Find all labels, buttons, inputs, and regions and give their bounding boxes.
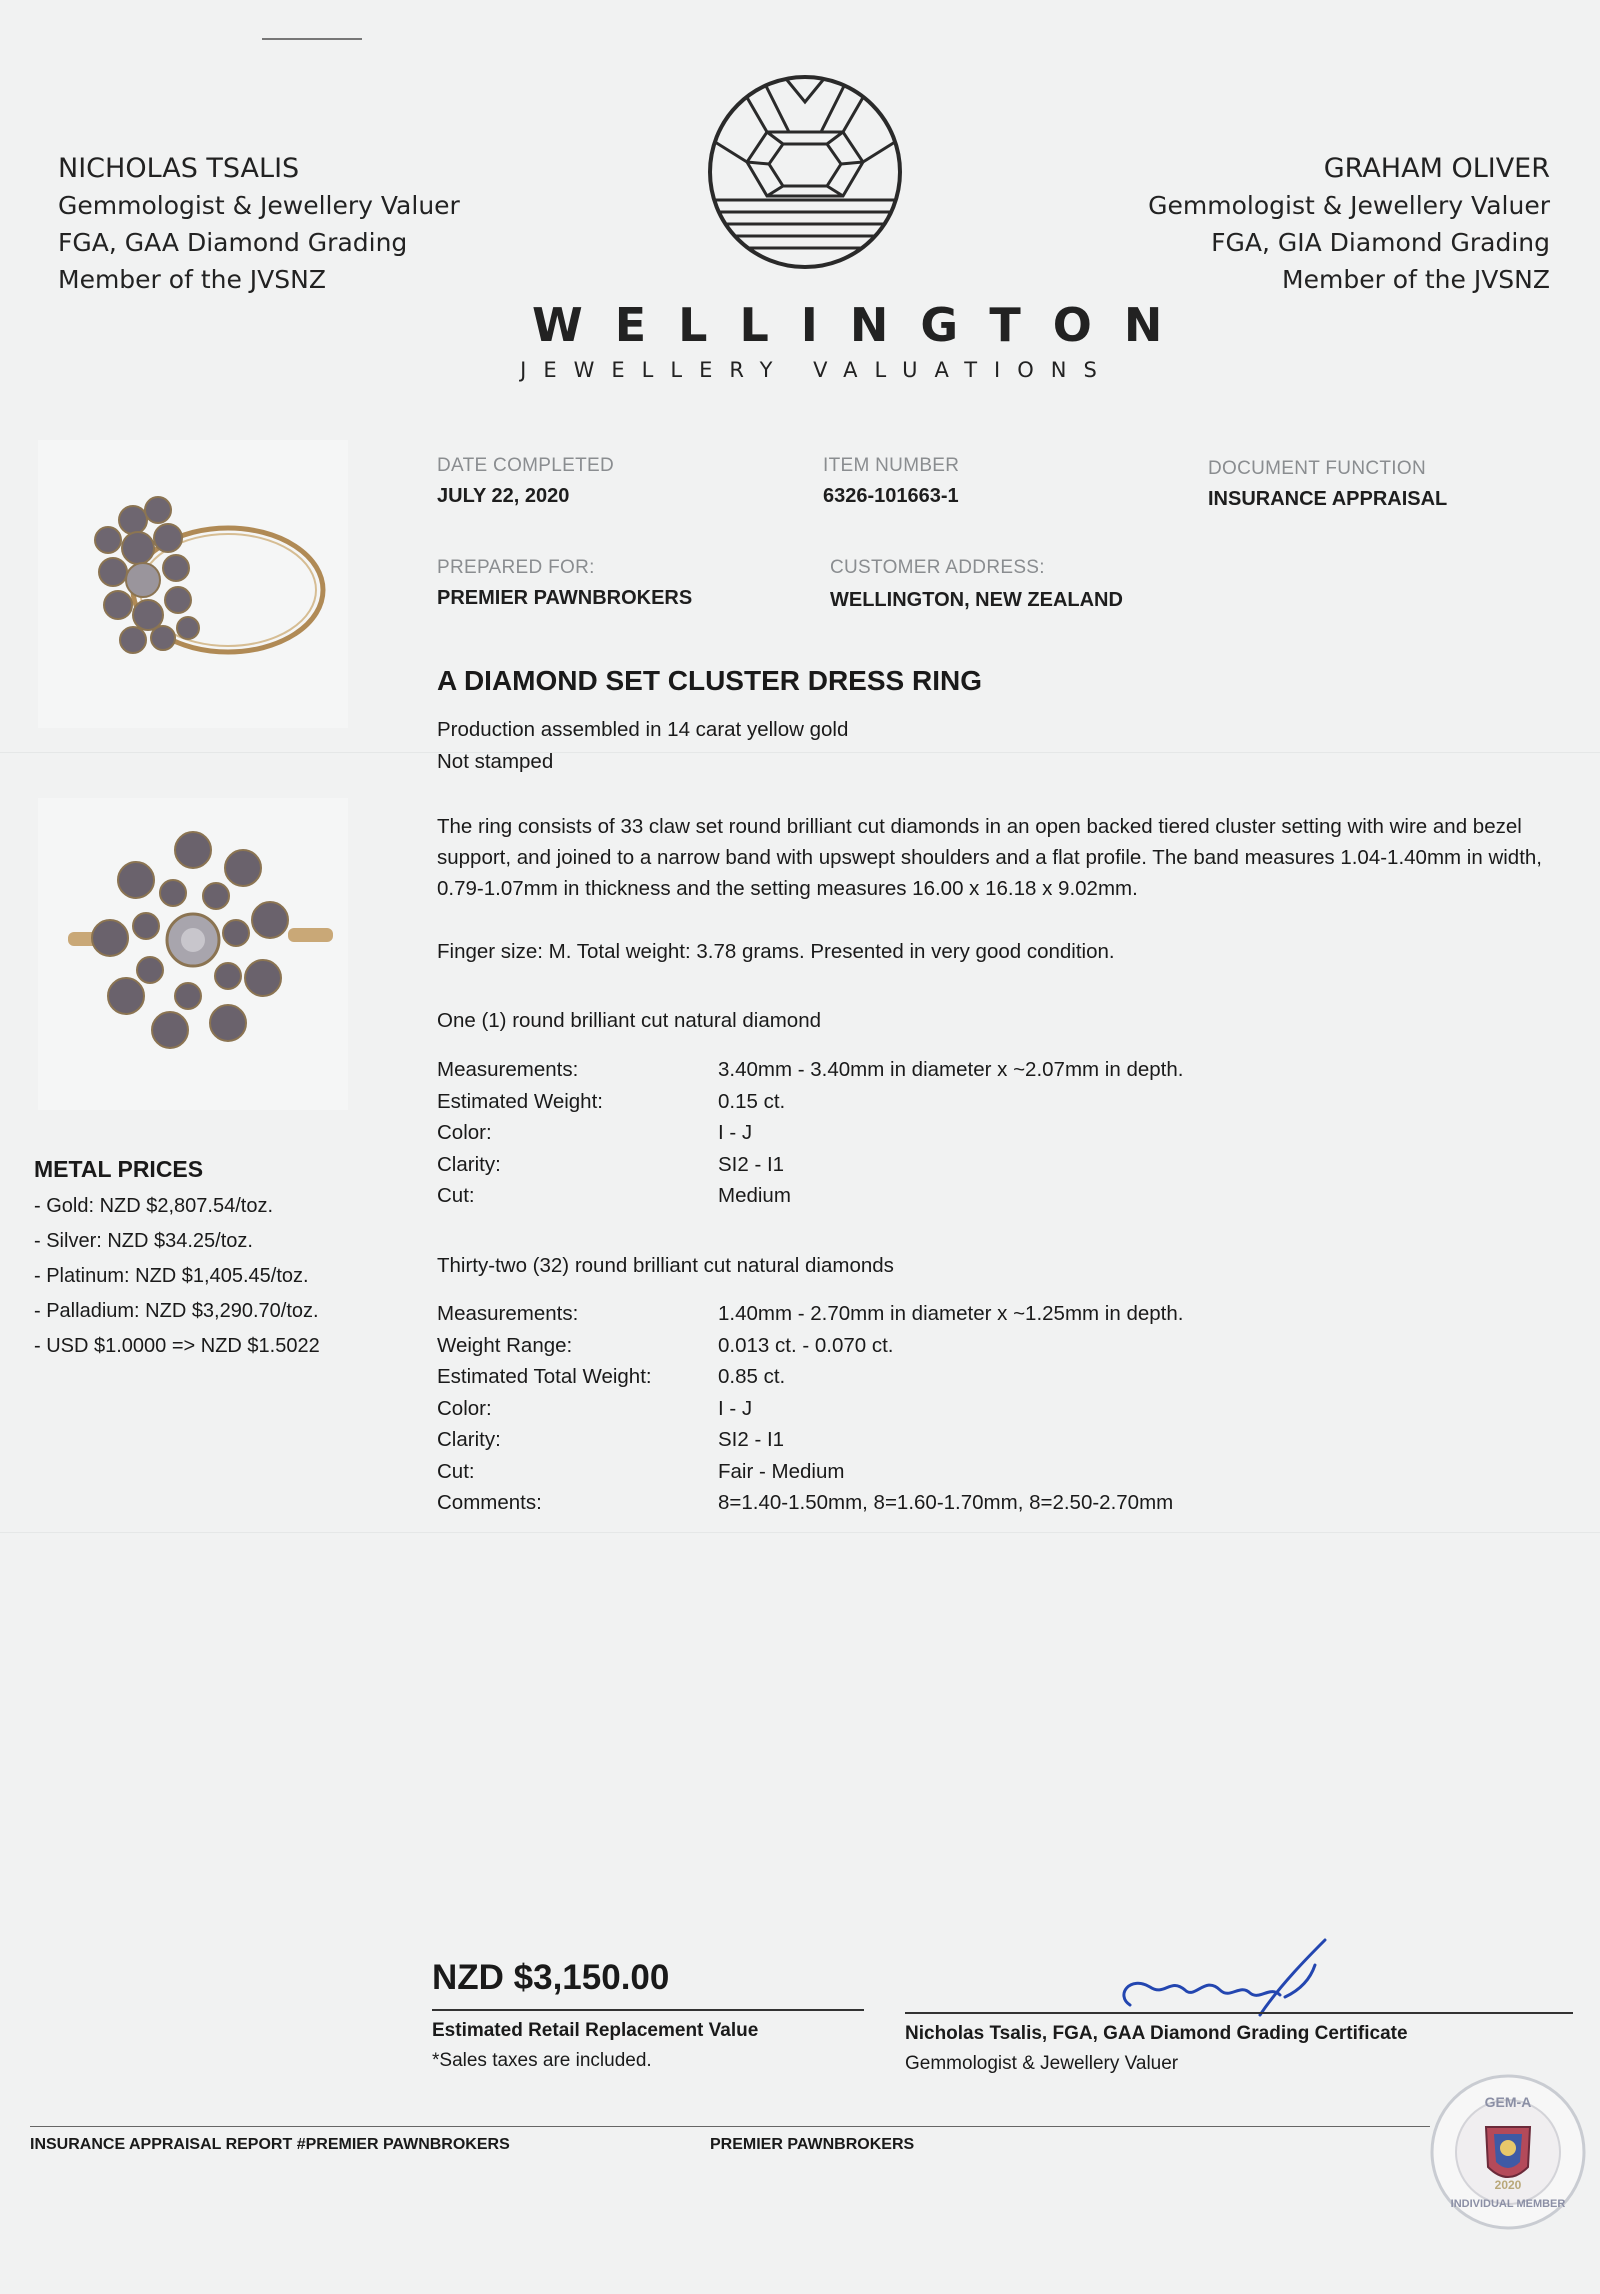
metal-price-gold: - Gold: NZD $2,807.54/toz. xyxy=(34,1195,274,1217)
item-number-value: 6326-101663-1 xyxy=(823,485,959,507)
left-valuer-title: Gemmologist & Jewellery Valuer xyxy=(58,191,460,220)
signature-rule xyxy=(905,2012,1573,2014)
metal-price-silver: - Silver: NZD $34.25/toz. xyxy=(34,1230,253,1252)
right-valuer-qualification: FGA, GIA Diamond Grading xyxy=(1211,228,1550,257)
right-valuer-block xyxy=(1148,150,1550,298)
spec-row: Color: I - J xyxy=(437,1121,753,1144)
stamp-text: Not stamped xyxy=(437,750,554,773)
spec-row: Weight Range: 0.013 ct. - 0.070 ct. xyxy=(437,1333,894,1357)
footer-rule xyxy=(30,2126,1430,2127)
right-valuer-title: Gemmologist & Jewellery Valuer xyxy=(1148,191,1550,220)
side-stones-specs xyxy=(437,1298,1183,1519)
sales-tax-note: *Sales taxes are included. xyxy=(432,2050,652,2071)
price-rule xyxy=(432,2009,864,2011)
spec-row: Comments: 8=1.40-1.50mm, 8=1.60-1.70mm, 8=2.50-2.70mm xyxy=(437,1491,1174,1514)
production-text: Production assembled in 14 carat yellow gold xyxy=(437,718,849,741)
metal-prices-title: METAL PRICES xyxy=(34,1156,204,1182)
date-value: JULY 22, 2020 xyxy=(437,485,570,507)
document-function-value: INSURANCE APPRAISAL xyxy=(1208,488,1448,510)
prepared-for-value: PREMIER PAWNBROKERS xyxy=(437,587,693,609)
footer-client: PREMIER PAWNBROKERS xyxy=(710,2136,915,2153)
left-valuer-membership: Member of the JVSNZ xyxy=(58,265,326,294)
brand-name: WELLINGTON xyxy=(532,298,1195,352)
seal-top-text: GEM-A xyxy=(1484,2094,1532,2110)
ring-top-photo xyxy=(38,798,348,1110)
item-title: A DIAMOND SET CLUSTER DRESS RING xyxy=(437,665,982,696)
prepared-for-label: PREPARED FOR: xyxy=(437,557,595,578)
spec-row: Estimated Total Weight: 0.85 ct. xyxy=(437,1365,786,1388)
customer-address-value: WELLINGTON, NEW ZEALAND xyxy=(830,589,1123,611)
right-valuer-name: GRAHAM OLIVER xyxy=(1323,153,1550,184)
gem-a-seal xyxy=(1428,2072,1588,2232)
spec-row: Clarity: SI2 - I1 xyxy=(437,1152,785,1176)
seal-year: 2020 xyxy=(1494,2178,1522,2192)
brand-tagline: JEWELLERY VALUATIONS xyxy=(520,358,1114,382)
spec-row: Cut: Fair - Medium xyxy=(437,1459,845,1483)
right-valuer-membership: Member of the JVSNZ xyxy=(1282,265,1550,294)
ring-side-photo xyxy=(38,440,348,728)
date-label: DATE COMPLETED xyxy=(437,455,614,476)
left-valuer-block xyxy=(58,150,460,298)
spec-row: Measurements: 1.40mm - 2.70mm in diameter x ~1.25mm in depth. xyxy=(437,1302,1184,1325)
customer-address-label: CUSTOMER ADDRESS: xyxy=(830,557,1045,578)
signatory-title: Gemmologist & Jewellery Valuer xyxy=(905,2053,1179,2074)
gem-logo-icon xyxy=(705,72,905,272)
metal-prices xyxy=(34,1152,320,1364)
side-stones-heading: Thirty-two (32) round brilliant cut natural diamonds xyxy=(437,1254,894,1277)
left-valuer-qualification: FGA, GAA Diamond Grading xyxy=(58,228,408,257)
spec-row: Measurements: 3.40mm - 3.40mm in diameter x ~2.07mm in depth. xyxy=(437,1058,1184,1081)
metal-price-platinum: - Platinum: NZD $1,405.45/toz. xyxy=(34,1265,309,1287)
center-stone-heading: One (1) round brilliant cut natural diamond xyxy=(437,1009,822,1032)
footer-report-title: INSURANCE APPRAISAL REPORT #PREMIER PAWNBROKERS xyxy=(30,2136,510,2153)
spec-row: Estimated Weight: 0.15 ct. xyxy=(437,1089,786,1113)
paper-fold xyxy=(0,1532,1600,1534)
spec-row: Clarity: SI2 - I1 xyxy=(437,1428,785,1451)
left-valuer-name: NICHOLAS TSALIS xyxy=(58,153,300,184)
finger-size-text: Finger size: M. Total weight: 3.78 grams. Presented in very good condition. xyxy=(437,940,1115,963)
paper-fold xyxy=(0,752,1600,754)
item-number-label: ITEM NUMBER xyxy=(823,455,960,476)
metal-price-usd-rate: - USD $1.0000 => NZD $1.5022 xyxy=(34,1335,320,1357)
valuation-label: Estimated Retail Replacement Value xyxy=(432,2020,759,2041)
spec-row: Color: I - J xyxy=(437,1396,753,1420)
ring-description: The ring consists of 33 claw set round brilliant cut diamonds in an open backed tiered cluster setting with wire and bezel support, and joined to a narrow band with upswept shoulders and a flat profile. The band measures 1.04-1.40mm in width, 0.79-1.07mm in thickness and the setting measures 16.00 x 16.18 x 9.02mm. xyxy=(437,815,1542,900)
spec-row: Cut: Medium xyxy=(437,1184,791,1207)
signatory-name: Nicholas Tsalis, FGA, GAA Diamond Grading Certificate xyxy=(905,2023,1408,2044)
metal-price-palladium: - Palladium: NZD $3,290.70/toz. xyxy=(34,1300,319,1322)
seal-bottom-text: INDIVIDUAL MEMBER xyxy=(1450,2198,1566,2210)
scan-mark xyxy=(262,38,362,40)
document-function-label: DOCUMENT FUNCTION xyxy=(1208,458,1426,479)
valuation-price: NZD $3,150.00 xyxy=(432,1958,670,1997)
center-stone-specs xyxy=(437,1054,1183,1212)
